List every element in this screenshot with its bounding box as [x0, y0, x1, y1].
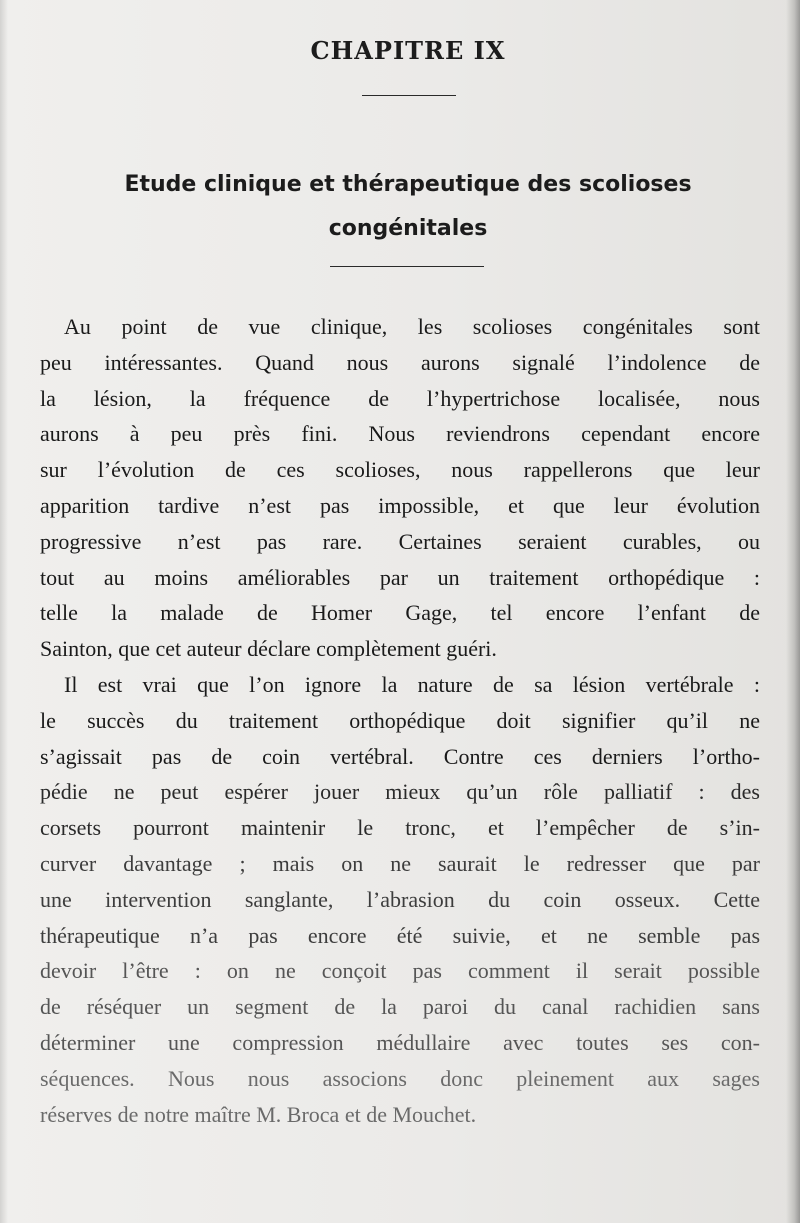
text-line: de réséquer un segment de la paroi du canal rachidien sans	[40, 994, 760, 1020]
text-line: devoir l’être : on ne conçoit pas comment il serait possible	[40, 958, 760, 984]
heading-divider-top	[362, 95, 456, 96]
text-line: peu intéressantes. Quand nous aurons signalé l’indolence de	[40, 349, 760, 375]
text-line: une intervention sanglante, l’abrasion du coin osseux. Cette	[40, 886, 760, 912]
section-heading-line-2: congénitales	[328, 216, 488, 241]
text-line: la lésion, la fréquence de l’hypertrichose localisée, nous	[40, 385, 760, 411]
chapter-heading: CHAPITRE IX	[310, 36, 506, 65]
paragraph-2	[40, 667, 760, 1132]
section-heading-line-1: Etude clinique et thérapeutique des scolioses	[124, 172, 692, 197]
text-line: pédie ne peut espérer jouer mieux qu’un rôle palliatif : des	[40, 779, 760, 805]
text-line: Sainton, que cet auteur déclare complètement guéri.	[40, 636, 497, 662]
heading-divider-bottom	[330, 266, 484, 267]
text-line: Au point de vue clinique, les scolioses congénitales sont	[64, 314, 760, 339]
paragraph-1	[40, 309, 760, 667]
text-line: corsets pourront maintenir le tronc, et l’empêcher de s’in-	[40, 815, 760, 841]
text-line: Il est vrai que l’on ignore la nature de sa lésion vertébrale :	[64, 671, 760, 697]
text-line: déterminer une compression médullaire avec toutes ses con-	[40, 1029, 760, 1055]
text-line: réserves de notre maître M. Broca et de Mouchet.	[40, 1101, 477, 1127]
page-left-edge-shadow	[0, 0, 8, 1223]
body-text	[40, 309, 760, 1132]
text-line: séquences. Nous nous associons donc pleinement aux sages	[40, 1065, 760, 1091]
text-line: apparition tardive n’est pas impossible, et que leur évolution	[40, 492, 760, 518]
text-line: le succès du traitement orthopédique doit signifier qu’il ne	[40, 707, 760, 733]
page-right-edge-shadow	[786, 0, 800, 1223]
text-line: progressive n’est pas rare. Certaines seraient curables, ou	[40, 528, 760, 554]
text-line: curver davantage ; mais on ne saurait le redresser que par	[40, 850, 760, 876]
text-line: telle la malade de Homer Gage, tel encore l’enfant de	[40, 600, 760, 626]
text-line: tout au moins améliorables par un traitement orthopédique :	[40, 564, 760, 590]
section-heading	[40, 163, 776, 251]
text-line: sur l’évolution de ces scolioses, nous rappellerons que leur	[40, 457, 760, 483]
text-line: s’agissait pas de coin vertébral. Contre ces derniers l’ortho-	[40, 743, 760, 769]
text-line: thérapeutique n’a pas encore été suivie, et ne semble pas	[40, 922, 760, 948]
text-line: aurons à peu près fini. Nous reviendrons cependant encore	[40, 421, 760, 447]
